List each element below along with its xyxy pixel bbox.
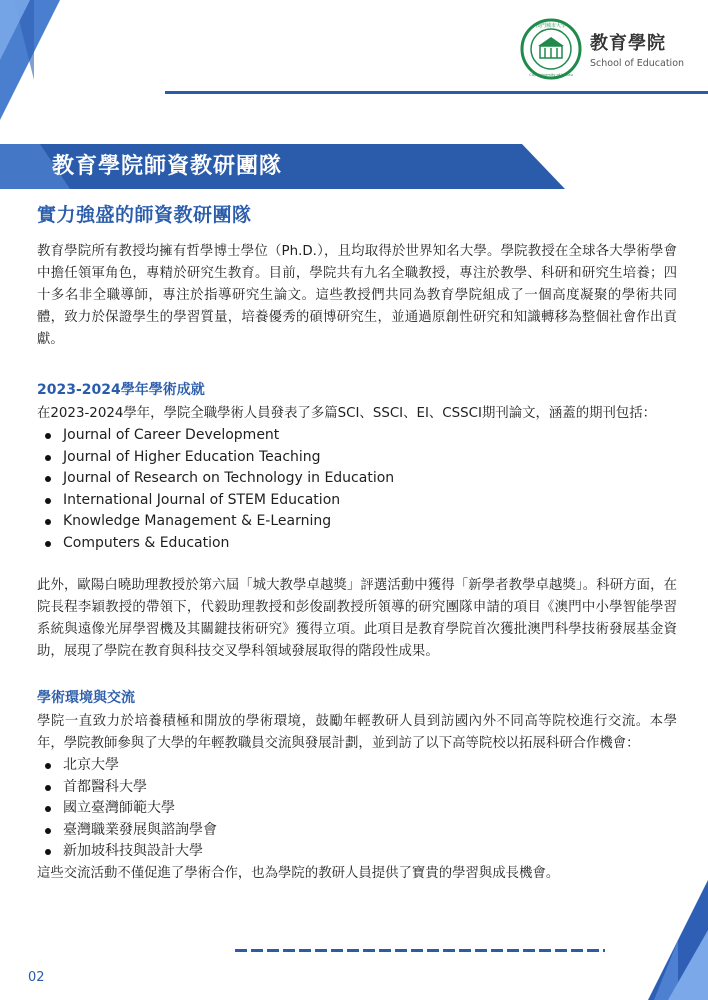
journal-list	[37, 425, 677, 554]
list-item: 臺灣職業發展與諮詢學會	[43, 820, 677, 842]
section-heading-faculty: 實力強盛的師資教研團隊	[37, 204, 252, 226]
school-name-english: School of Education	[590, 58, 685, 69]
achievements-paragraph: 此外，歐陽白曉助理教授於第六屆「城大教學卓越獎」評選活動中獲得「新學者教學卓越獎」。科研方面，在院長程李穎教授的帶領下，代毅助理教授和彭俊副教授所領導的研究團隊申請的項目《澳門中小學智能學習系統與遠像光屏學習機及其關鍵技術研究》獲得立項。此項目是教育學院首次獲批澳門科學技術發展基金資助，展現了學院在教育與科技交叉學科領域發展取得的階段性成果。	[37, 578, 677, 659]
list-item: Journal of Higher Education Teaching	[43, 447, 677, 469]
section-heading-exchange: 學術環境與交流	[37, 690, 135, 706]
list-item: Knowledge Management & E-Learning	[43, 511, 677, 533]
list-item: 北京大學	[43, 755, 677, 777]
achievements-intro: 在2023-2024學年，學院全職學術人員發表了多篇SCI、SSCI、EI、CSSCI期刊論文，涵蓋的期刊包括：	[37, 406, 657, 421]
page-number: 02	[28, 970, 45, 985]
university-list	[37, 755, 677, 863]
list-item: International Journal of STEM Education	[43, 490, 677, 512]
title-banner	[0, 144, 565, 189]
list-item: 新加坡科技與設計大學	[43, 841, 677, 863]
list-item: Journal of Career Development	[43, 425, 677, 447]
list-item: Computers & Education	[43, 533, 677, 555]
exchange-intro: 學院一直致力於培養積極和開放的學術環境，鼓勵年輕教研人員到訪國內外不同高等院校進行交流。本學年，學院教師參與了大學的年輕教職員交流與發展計劃，並到訪了以下高等院校以拓展科研合作機會：	[37, 714, 677, 751]
seal-text-cn: 澳門城市大學	[535, 23, 567, 29]
exchange-closing: 這些交流活動不僅促進了學術合作，也為學院的教研人員提供了寶貴的學習與成長機會。	[37, 865, 560, 881]
seal-text-en: City University of Macau	[529, 73, 573, 77]
school-logo	[520, 18, 684, 80]
corner-decoration-bottom-right-light	[668, 930, 708, 1000]
banner-title: 教育學院師資教研團隊	[52, 154, 283, 179]
list-item: 國立臺灣師範大學	[43, 798, 677, 820]
section-heading-achievements: 2023-2024學年學術成就	[37, 382, 205, 398]
university-seal-icon	[520, 18, 582, 80]
main-content	[37, 200, 677, 885]
footer-divider	[235, 949, 605, 952]
header-divider	[165, 91, 708, 94]
list-item: Journal of Research on Technology in Education	[43, 468, 677, 490]
school-name: 教育學院	[590, 33, 666, 54]
corner-decoration-top-left-light	[0, 0, 30, 60]
faculty-paragraph: 教育學院所有教授均擁有哲學博士學位（Ph.D.），且均取得於世界知名大學。學院教授在全球各大學術學會中擔任領軍角色，專精於研究生教育。目前，學院共有九名全職教授，專注於教學、科研和研究生培養；四十多名非全職導師，專注於指導研究生論文。這些教授們共同為教育學院組成了一個高度凝聚的學術共同體，致力於保證學生的學習質量，培養優秀的碩博研究生，並通過原創性研究和知識轉移為整個社會作出貢獻。	[37, 244, 677, 347]
list-item: 首都醫科大學	[43, 777, 677, 799]
